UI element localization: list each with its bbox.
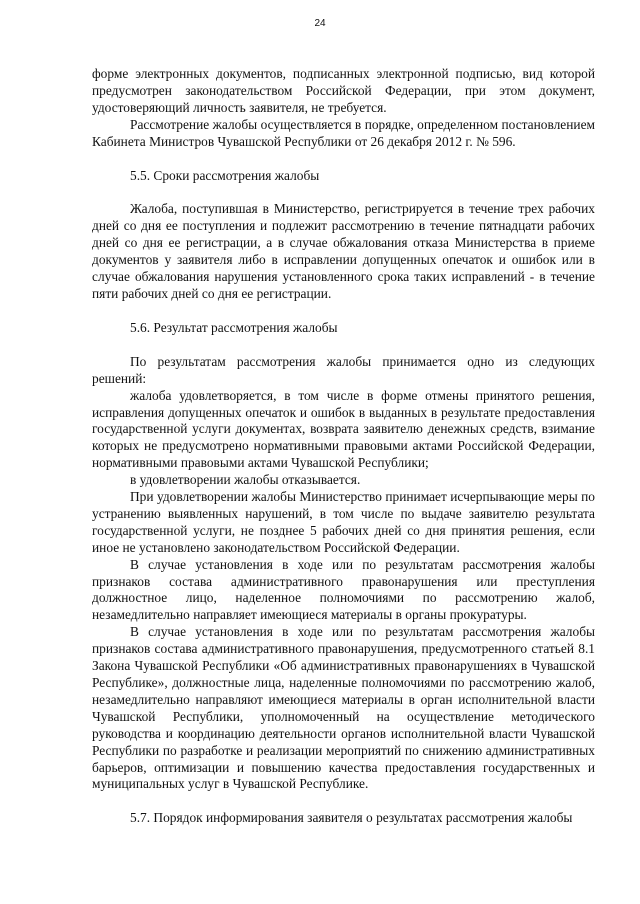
paragraph: В случае установления в ходе или по результатам рассмотрения жалобы признаков состава административного правонарушения, предусмотренного статьей 8.1 Закона Чувашской Республики «Об административных правонарушениях в Чувашской Республике», должностные лица, наделенные полномочиями по рассмотрению жалоб, незамедлительно направляют имеющиеся материалы в орган исполнительной власти Чувашской Республики, уполномоченный на осуществление методического руководства и координацию деятельности органов исполнительной власти Чувашской Республики по разработке и реализации мероприятий по снижению административных барьеров, оптимизации и повышению качества предоставления государственных и муниципальных услуг в Чувашской Республике. xyxy=(92,624,595,792)
section-heading: 5.5. Сроки рассмотрения жалобы xyxy=(130,167,320,183)
document-body xyxy=(92,66,595,827)
page-number: 24 xyxy=(314,18,326,29)
section-heading: 5.7. Порядок информирования заявителя о результатах рассмотрения жалобы xyxy=(130,810,573,826)
paragraph: В случае установления в ходе или по результатам рассмотрения жалобы признаков состава административного правонарушения или преступления должностное лицо, наделенное полномочиями по рассмотрению жалоб, незамедлительно направляет имеющиеся материалы в органы прокуратуры. xyxy=(92,556,595,623)
section-heading: 5.6. Результат рассмотрения жалобы xyxy=(130,319,338,335)
paragraph: По результатам рассмотрения жалобы принимается одно из следующих решений: xyxy=(92,353,595,386)
list-item: в удовлетворении жалобы отказывается. xyxy=(130,472,361,488)
paragraph: Рассмотрение жалобы осуществляется в порядке, определенном постановлением Кабинета Министров Чувашской Республики от 26 декабря 2012 г. № 596. xyxy=(92,116,595,149)
list-item: жалоба удовлетворяется, в том числе в форме отмены принятого решения, исправления допущенных опечаток и ошибок в выданных в результате предоставления государственной услуги документах, возврата заявителю денежных средств, взимание которых не предусмотрено нормативными правовыми актами Российской Федерации, нормативными правовыми актами Чувашской Республики; xyxy=(92,387,595,471)
paragraph: Жалоба, поступившая в Министерство, регистрируется в течение трех рабочих дней со дня ее поступления и подлежит рассмотрению в течение пятнадцати рабочих дней со дня ее регистрации, а в случае обжалования отказа Министерства в приеме документов у заявителя либо в исправлении допущенных опечаток и ошибок или в случае обжалования нарушения установленного срока таких исправлений - в течение пяти рабочих дней со дня ее регистрации. xyxy=(92,201,595,301)
paragraph: При удовлетворении жалобы Министерство принимает исчерпывающие меры по устранению выявленных нарушений, в том числе по выдаче заявителю результата государственной услуги, не позднее 5 рабочих дней со дня принятия решения, если иное не установлено законодательством Российской Федерации. xyxy=(92,489,595,555)
paragraph: форме электронных документов, подписанных электронной подписью, вид которой предусмотрен законодательством Российской Федерации, при этом документ, удостоверяющий личность заявителя, не требуется. xyxy=(92,66,595,115)
